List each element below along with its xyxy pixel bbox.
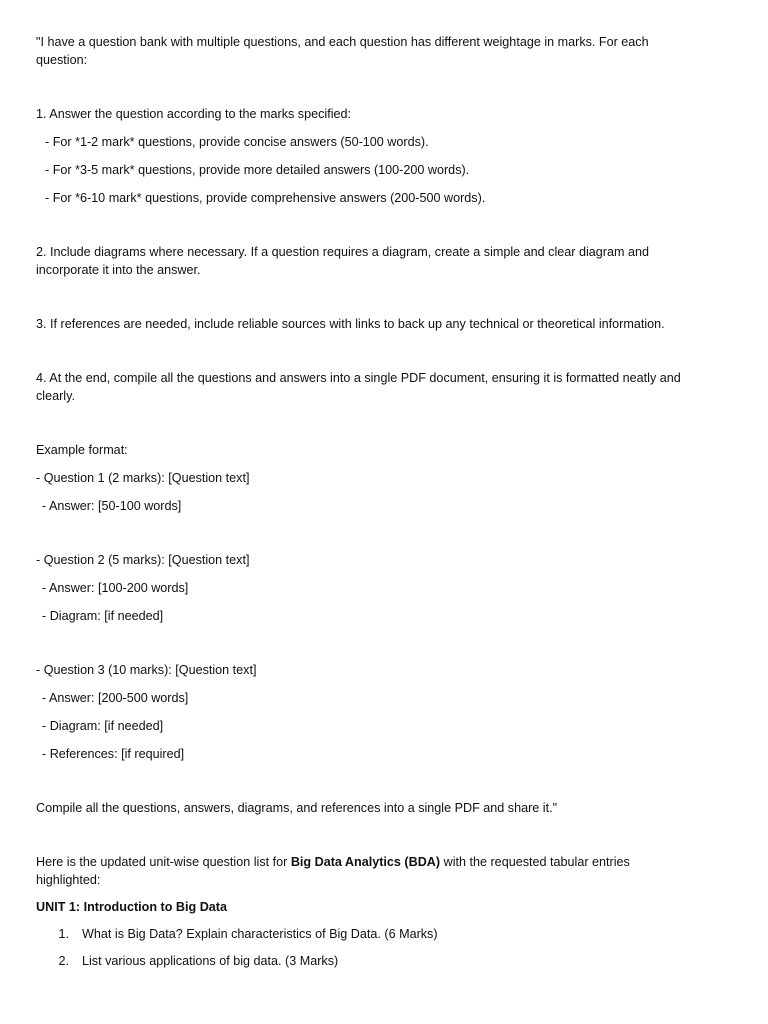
response-lead-after: with the requested tabular entries highlighted: (36, 855, 630, 887)
example-heading: Example format: (36, 443, 128, 457)
intro-paragraph: "I have a question bank with multiple questions, and each question has different weightage in marks. For each question: (36, 35, 649, 67)
response-lead (36, 853, 686, 889)
list-item-number: 1. (58, 927, 69, 941)
document-page (36, 33, 686, 970)
example-question-2-answer: - Answer: [100-200 words] (42, 581, 189, 595)
list-item (36, 925, 686, 943)
example-question-3: - Question 3 (10 marks): [Question text] (36, 663, 257, 677)
example-question-2-diagram: - Diagram: [if needed] (42, 609, 164, 623)
response-lead-before: Here is the updated unit-wise question list for (36, 855, 291, 869)
example-question-3-diagram: - Diagram: [if needed] (42, 719, 164, 733)
instruction-step-1-b: - For *3-5 mark* questions, provide more detailed answers (100-200 words). (45, 163, 470, 177)
example-question-3-answer: - Answer: [200-500 words] (42, 691, 189, 705)
unit-title: UNIT 1: Introduction to Big Data (36, 900, 227, 914)
instruction-step-1: 1. Answer the question according to the marks specified: (36, 107, 352, 121)
instruction-step-2: 2. Include diagrams where necessary. If a question requires a diagram, create a simple and clear diagram and incorporate it into the answer. (36, 245, 649, 277)
example-question-1-answer: - Answer: [50-100 words] (42, 499, 182, 513)
instruction-step-1-a: - For *1-2 mark* questions, provide concise answers (50-100 words). (45, 135, 429, 149)
example-question-1: - Question 1 (2 marks): [Question text] (36, 471, 250, 485)
example-question-2: - Question 2 (5 marks): [Question text] (36, 553, 250, 567)
unit-question-list (36, 925, 686, 970)
list-item-number: 2. (58, 954, 69, 968)
list-item-text: What is Big Data? Explain characteristics of Big Data. (6 Marks) (82, 927, 438, 941)
example-question-3-references: - References: [if required] (42, 747, 185, 761)
response-lead-subject: Big Data Analytics (BDA) (290, 855, 441, 869)
instruction-step-3: 3. If references are needed, include reliable sources with links to back up any technical or theoretical information. (36, 317, 665, 331)
closing-paragraph: Compile all the questions, answers, diagrams, and references into a single PDF and share it." (36, 801, 558, 815)
list-item-text: List various applications of big data. (3 Marks) (82, 954, 339, 968)
list-item (36, 952, 686, 970)
instruction-step-4: 4. At the end, compile all the questions and answers into a single PDF document, ensuring it is formatted neatly and clearly. (36, 371, 681, 403)
instruction-step-1-c: - For *6-10 mark* questions, provide comprehensive answers (200-500 words). (45, 191, 486, 205)
